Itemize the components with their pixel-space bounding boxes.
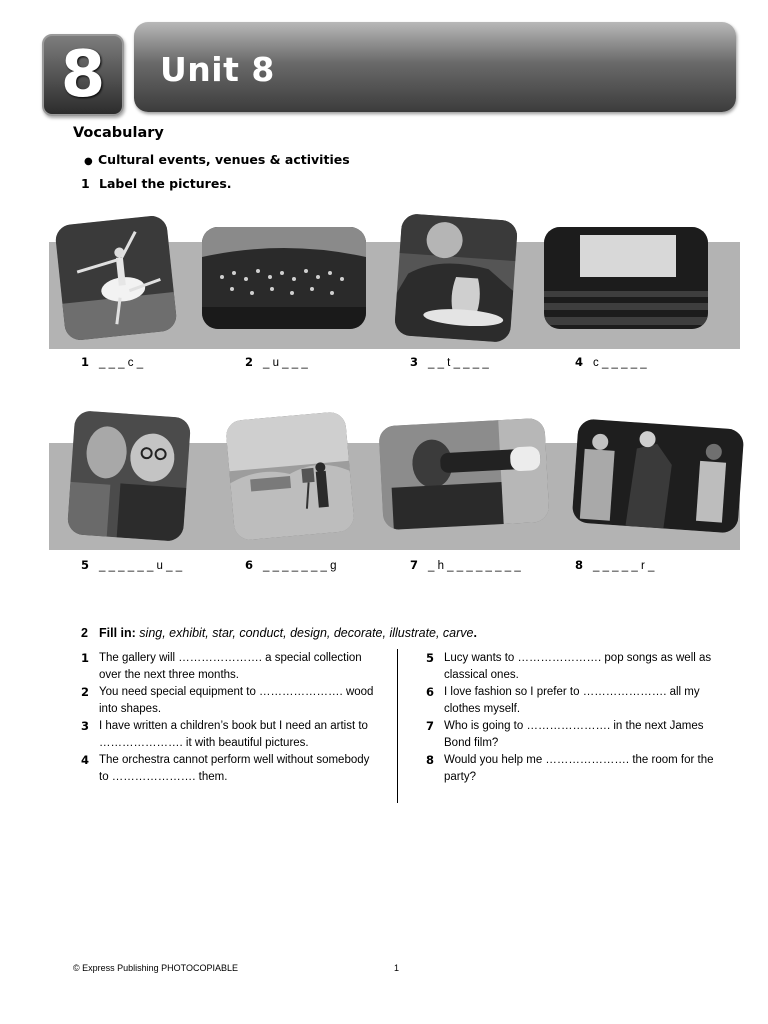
picture-label-6: 6 _ _ _ _ _ _ _ g [245, 558, 337, 572]
task-2-instruction: 2 Fill in: sing, exhibit, star, conduct, design, decorate, illustrate, carve. [81, 626, 477, 640]
picture-label-3: 3 _ _ t _ _ _ _ [410, 355, 489, 369]
picture-label-5: 5 _ _ _ _ _ _ u _ _ [81, 558, 183, 572]
exercise-item[interactable]: 6 I love fashion so I prefer to …………………. all my clothes myself. [426, 685, 700, 715]
word-list: sing, exhibit, star, conduct, design, decorate, illustrate, carve [139, 626, 474, 640]
exercise-column-left [81, 650, 381, 786]
answer-blank[interactable]: _ _ t _ _ _ _ [428, 357, 489, 369]
exercise-item[interactable]: 1 The gallery will …………………. a special collection over the next three months. [81, 651, 362, 681]
section-title: Vocabulary [73, 125, 164, 141]
sculptor-photo [67, 410, 191, 542]
exercise-item[interactable]: 3 I have written a children’s book but I need an artist to …………………. it with beautiful pictures. [81, 719, 368, 749]
exercise-item[interactable]: 4 The orchestra cannot perform well without somebody to …………………. them. [81, 753, 370, 783]
answer-blank[interactable]: _ _ _ _ _ r _ [593, 560, 655, 572]
picture-label-7: 7 _ h _ _ _ _ _ _ _ _ [410, 558, 521, 572]
answer-blank[interactable]: _ _ _ _ _ _ _ g [263, 560, 337, 572]
potter-photo [394, 213, 518, 343]
task-number: 1 [81, 176, 90, 191]
exercise-item[interactable]: 5 Lucy wants to …………………. pop songs as well as classical ones. [426, 651, 712, 681]
answer-blank[interactable]: _ _ _ c _ [99, 357, 144, 369]
exercise-column-right [426, 650, 726, 786]
column-divider [397, 649, 398, 803]
theatre-photo [572, 418, 745, 533]
topic-bullet [84, 152, 350, 167]
answer-blank[interactable]: _ u _ _ _ [263, 357, 308, 369]
unit-number-badge [42, 34, 124, 116]
exercise-item[interactable]: 7 Who is going to …………………. in the next James Bond film? [426, 719, 704, 749]
picture-label-1: 1 _ _ _ c _ [81, 355, 144, 369]
answer-blank[interactable]: _ _ _ _ _ _ u _ _ [99, 560, 183, 572]
picture-label-8: 8 _ _ _ _ _ r _ [575, 558, 655, 572]
topic-text: Cultural events, venues & activities [98, 152, 350, 167]
page-number: 1 [394, 963, 400, 973]
unit-number: 8 [60, 38, 106, 112]
orchestra-photo [202, 227, 366, 329]
answer-blank[interactable]: _ h _ _ _ _ _ _ _ _ [428, 560, 521, 572]
task-number: 2 [81, 626, 88, 640]
cinema-photo [544, 227, 708, 329]
task-1-instruction [81, 176, 232, 191]
bullet-icon: ● [84, 156, 93, 167]
picture-label-2: 2 _ u _ _ _ [245, 355, 308, 369]
unit-title: Unit 8 [160, 50, 275, 89]
exercise-item[interactable]: 8 Would you help me …………………. the room for the party? [426, 753, 714, 783]
photographer-photo [378, 418, 549, 531]
footer-copyright: © Express Publishing PHOTOCOPIABLE [73, 963, 239, 973]
task-label: Fill in: [99, 626, 136, 640]
painter-photo [225, 411, 355, 541]
task-text: Label the pictures. [99, 176, 232, 191]
ballet-dancer-photo [54, 214, 178, 341]
exercise-item[interactable]: 2 You need special equipment to …………………. wood into shapes. [81, 685, 374, 715]
picture-label-4: 4 c _ _ _ _ _ [575, 355, 647, 369]
answer-blank[interactable]: c _ _ _ _ _ [593, 357, 647, 369]
